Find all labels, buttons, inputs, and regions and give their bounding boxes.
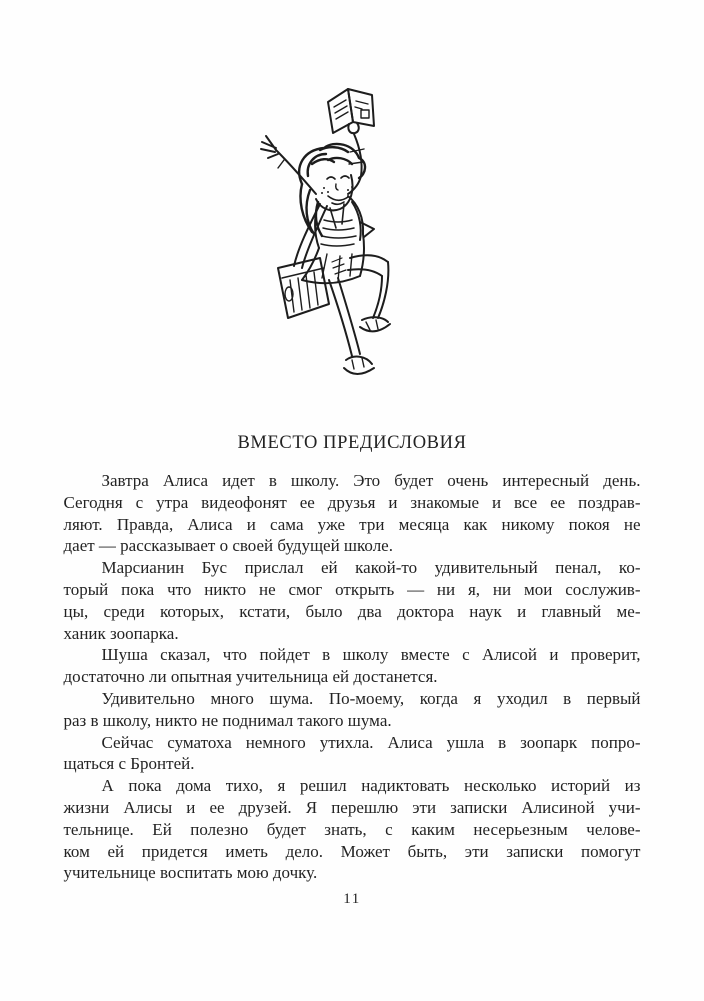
text-line: Марсианин Бус прислал ей какой-то удивительный пенал, ко- — [101, 558, 641, 578]
text-line: ляют. Правда, Алиса и сама уже три месяца как никому покоя не — [63, 514, 641, 534]
open-book-icon — [328, 89, 374, 133]
text-line: раз в школу, никто не поднимал такого шума. — [63, 710, 392, 730]
text-line: тельнице. Ей полезно будет знать, с каким несерьезным челове- — [63, 819, 641, 839]
text-line: учительнице воспитать мою дочку. — [63, 863, 318, 883]
paragraph — [64, 688, 641, 732]
girl-jumping-with-book-illustration — [232, 72, 472, 402]
text-line: цы, среди которых, кстати, было два доктора наук и главный ме- — [63, 601, 641, 621]
text-line: щаться с Бронтей. — [63, 754, 195, 774]
paragraph — [64, 775, 641, 884]
text-line: Завтра Алиса идет в школу. Это будет очень интересный день. — [101, 471, 641, 490]
text-line: ханик зоопарка. — [63, 623, 179, 643]
page-number: 11 — [343, 891, 361, 908]
text-line: торый пока что никто не смог открыть — ни я, ни мои сослужив- — [63, 579, 641, 599]
text-line: дает — рассказывает о своей будущей школе. — [63, 536, 393, 556]
text-line: Шуша сказал, что пойдет в школу вместе с Алисой и проверит, — [101, 645, 641, 665]
paragraph — [64, 732, 641, 776]
body-text — [64, 470, 641, 884]
text-line: жизни Алисы и ее друзей. Я перешлю эти записки Алисиной учи- — [63, 797, 641, 817]
text-line: А пока дома тихо, я решил надиктовать несколько историй из — [101, 776, 641, 796]
paragraph — [64, 470, 641, 557]
text-line: ком ей придется иметь дело. Может быть, эти записки помогут — [63, 841, 641, 861]
text-line: достаточно ли опытная учительница ей достанется. — [63, 667, 438, 687]
illustration-girl-jumping — [232, 72, 472, 402]
satchel — [278, 258, 329, 318]
text-line: Сегодня с утра видеофонят ее друзья и знакомые и все ее поздрав- — [63, 492, 641, 512]
chapter-title: ВМЕСТО ПРЕДИСЛОВИЯ — [237, 433, 467, 453]
text-line: Удивительно много шума. По-моему, когда я уходил в первый — [101, 688, 641, 708]
paragraph — [64, 557, 641, 644]
text-line: Сейчас суматоха немного утихла. Алиса ушла в зоопарк попро- — [101, 732, 641, 752]
paragraph — [64, 644, 641, 688]
